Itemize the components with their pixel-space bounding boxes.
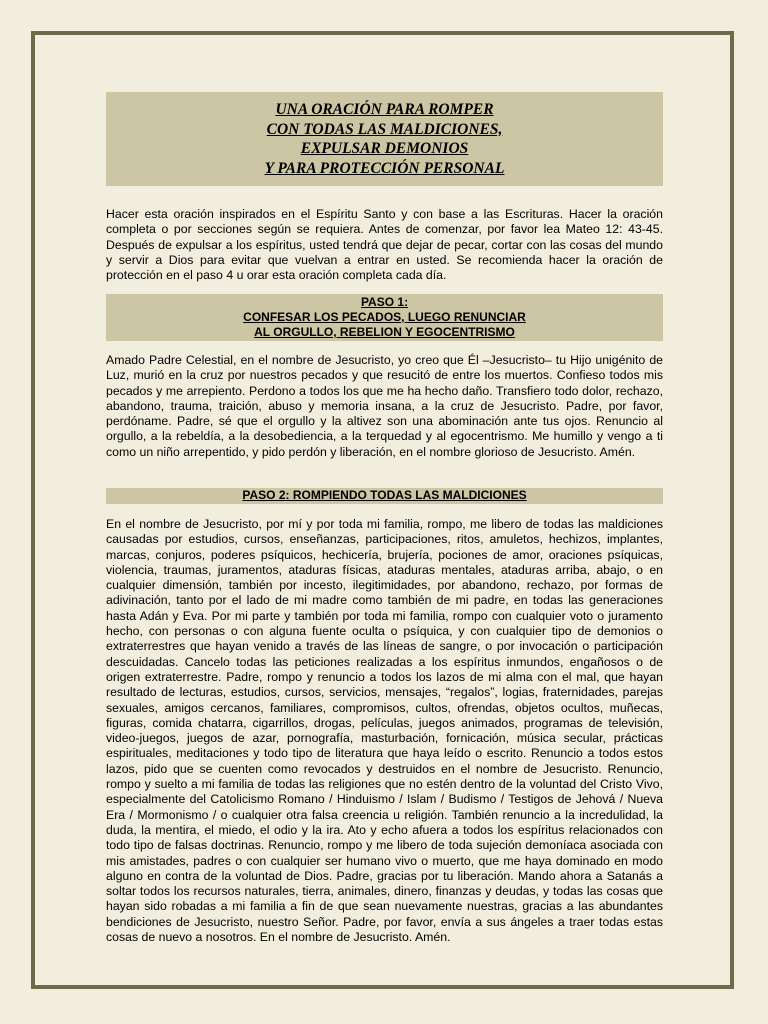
step1-heading-box: [106, 294, 663, 341]
step2-heading-box: [106, 488, 663, 504]
document-title: [106, 92, 663, 178]
step1-paragraph: Amado Padre Celestial, en el nombre de Jesucristo, yo creo que Él –Jesucristo– tu Hijo unigénito de Luz, murió en la cruz por nuestros pecados y que resucitó de entre los muertos. Confieso todos mis pecados y me arrepiento. Perdono a todos los que me ha hecho daño. Transfiero todo dolor, rechazo, abandono, trauma, traición, abuso y memoria insana, a la cruz de Jesucristo. Padre, por favor, perdóname. Padre, sé que el orgullo y la altivez son una abominación ante tus ojos. Renuncio al orgullo, a la rebeldía, a la desobediencia, a la terquedad y al egocentrismo. Me humillo y vengo a ti como un niño arrepentido, y pido perdón y liberación, en el nombre glorioso de Jesucristo. Amén.: [106, 353, 663, 459]
title-box: [106, 92, 663, 186]
title-line: Y PARA PROTECCIÓN PERSONAL: [264, 159, 505, 177]
title-line: CON TODAS LAS MALDICIONES,: [266, 120, 503, 138]
step1-heading-line: AL ORGULLO, REBELION Y EGOCENTRISMO: [254, 325, 515, 339]
step2-heading: PASO 2: ROMPIENDO TODAS LAS MALDICIONES: [242, 488, 527, 502]
title-line: UNA ORACIÓN PARA ROMPER: [275, 101, 494, 118]
step1-heading-line: PASO 1:: [360, 295, 409, 309]
title-line: EXPULSAR DEMONIOS: [300, 140, 469, 157]
step2-paragraph: En el nombre de Jesucristo, por mí y por toda mi familia, rompo, me libero de todas las maldiciones causadas por estudios, cursos, enseñanzas, participaciones, ritos, amuletos, hechizos, implantes, marcas, conjuros, poderes psíquicos, hechicería, brujería, pociones de amor, oraciones psíquicas, violencia, traumas, juramentos, ataduras físicas, ataduras mentales, ataduras arriba, abajo, o en cualquier dimensión, también por incesto, ilegitimidades, por abandono, rechazo, por formas de adivinación, tanto por el lado de mi madre como también de mi padre, en todas las generaciones hasta Adán y Eva. Por mi parte y también por toda mi familia, rompo con cualquier voto o juramento hecho, con personas o con alguna fuente oculta o psíquica, y con cualquier tipo de demonios o extraterrestres que hayan venido a través de las líneas de sangre, o por invocación o participación descuidadas. Cancelo todas las peticiones realizadas a los espíritus inmundos, engañosos o de origen extraterrestre. Padre, rompo y renuncio a todos los lazos de mi alma con el mal, que hayan resultado de lecturas, estudios, cursos, servicios, mensajes, “regalos”, logias, fraternidades, parejas sexuales, amigos cercanos, familiares, compromisos, cultos, ofrendas, objetos ocultos, muñecas, figuras, comida chatarra, cigarrillos, drogas, películas, juegos animados, programas de televisión, video-juegos, juegos de azar, pornografía, masturbación, fornicación, música secular, prácticas espirituales, meditaciones y todo tipo de literatura que haya leído o escrito. Renuncio a todos estos lazos, pido que se cuenten como revocados y destruidos en el nombre de Jesucristo. Renuncio, rompo y suelto a mi familia de todas las religiones que no estén dentro de la voluntad del Cristo Vivo, especialmente del Catolicismo Romano / Hinduismo / Islam / Budismo / Testigos de Jehová / Nueva Era / Mormonismo / o cualquier otra falsa creencia u religión. También renuncio a la incredulidad, la duda, la mentira, el miedo, el odio y la ira. Ato y echo afuera a todos los espíritus relacionados con todo tipo de falsas doctrinas. Renuncio, rompo y me libero de toda sujeción demoníaca asociada con mis amistades, padres o con cualquier ser humano vivo o muerto, que me haya dominado en modo alguno en contra de la voluntad de Dios. Padre, gracias por tu liberación. Mando ahora a Satanás a soltar todos los recursos naturales, tierra, animales, dinero, finanzas y deudas, y todas las cosas que hayan sido robadas a mi familia a fin de que sean nuevamente nuestras, gracias a las abundantes bendiciones de Jesucristo, nuestro Señor. Padre, por favor, envía a sus ángeles a traer todas estas cosas de nuevo a nosotros. En el nombre de Jesucristo. Amén.: [106, 517, 663, 945]
step1-heading-line: CONFESAR LOS PECADOS, LUEGO RENUNCIAR: [243, 310, 526, 324]
intro-paragraph: Hacer esta oración inspirados en el Espíritu Santo y con base a las Escrituras. Hacer la oración completa o por secciones según se requiera. Antes de comenzar, por favor lea Mateo 12: 43-45. Después de expulsar a los espíritus, usted tendrá que dejar de pecar, cortar con las cosas del mundo y servir a Dios para evitar que vuelvan a entrar en usted. Se recomienda hacer la oración de protección en el paso 4 u orar esta oración completa cada día.: [106, 207, 663, 283]
